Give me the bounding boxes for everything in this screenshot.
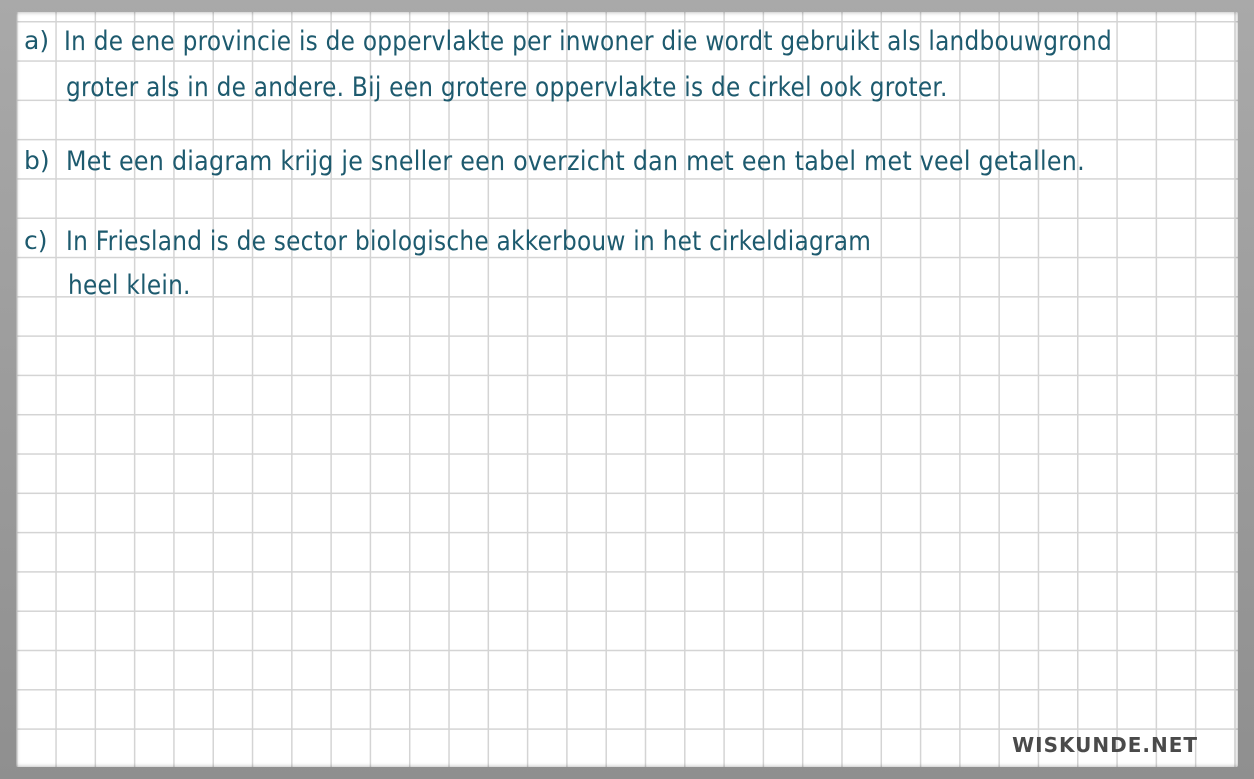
answer-c-line-1: In Friesland is de sector biologische akkerbouw in het cirkeldiagram (66, 226, 872, 257)
answer-a-line-2: groter als in de andere. Bij een grotere oppervlakte is de cirkel ook groter. (66, 72, 948, 103)
answer-a-marker: a) (24, 26, 50, 55)
grid-paper (16, 12, 1238, 767)
answer-b-line-1: Met een diagram krijg je sneller een overzicht dan met een tabel met veel getallen. (66, 146, 1085, 177)
answer-c-line-2: heel klein. (68, 270, 191, 301)
answer-a-line-1: In de ene provincie is de oppervlakte per inwoner die wordt gebruikt als landbouwgrond (64, 26, 1112, 57)
answer-c-marker: c) (24, 226, 48, 255)
answer-b-marker: b) (24, 146, 50, 175)
wiskunde-net-logo: WISKUNDE.NET (1012, 733, 1198, 757)
